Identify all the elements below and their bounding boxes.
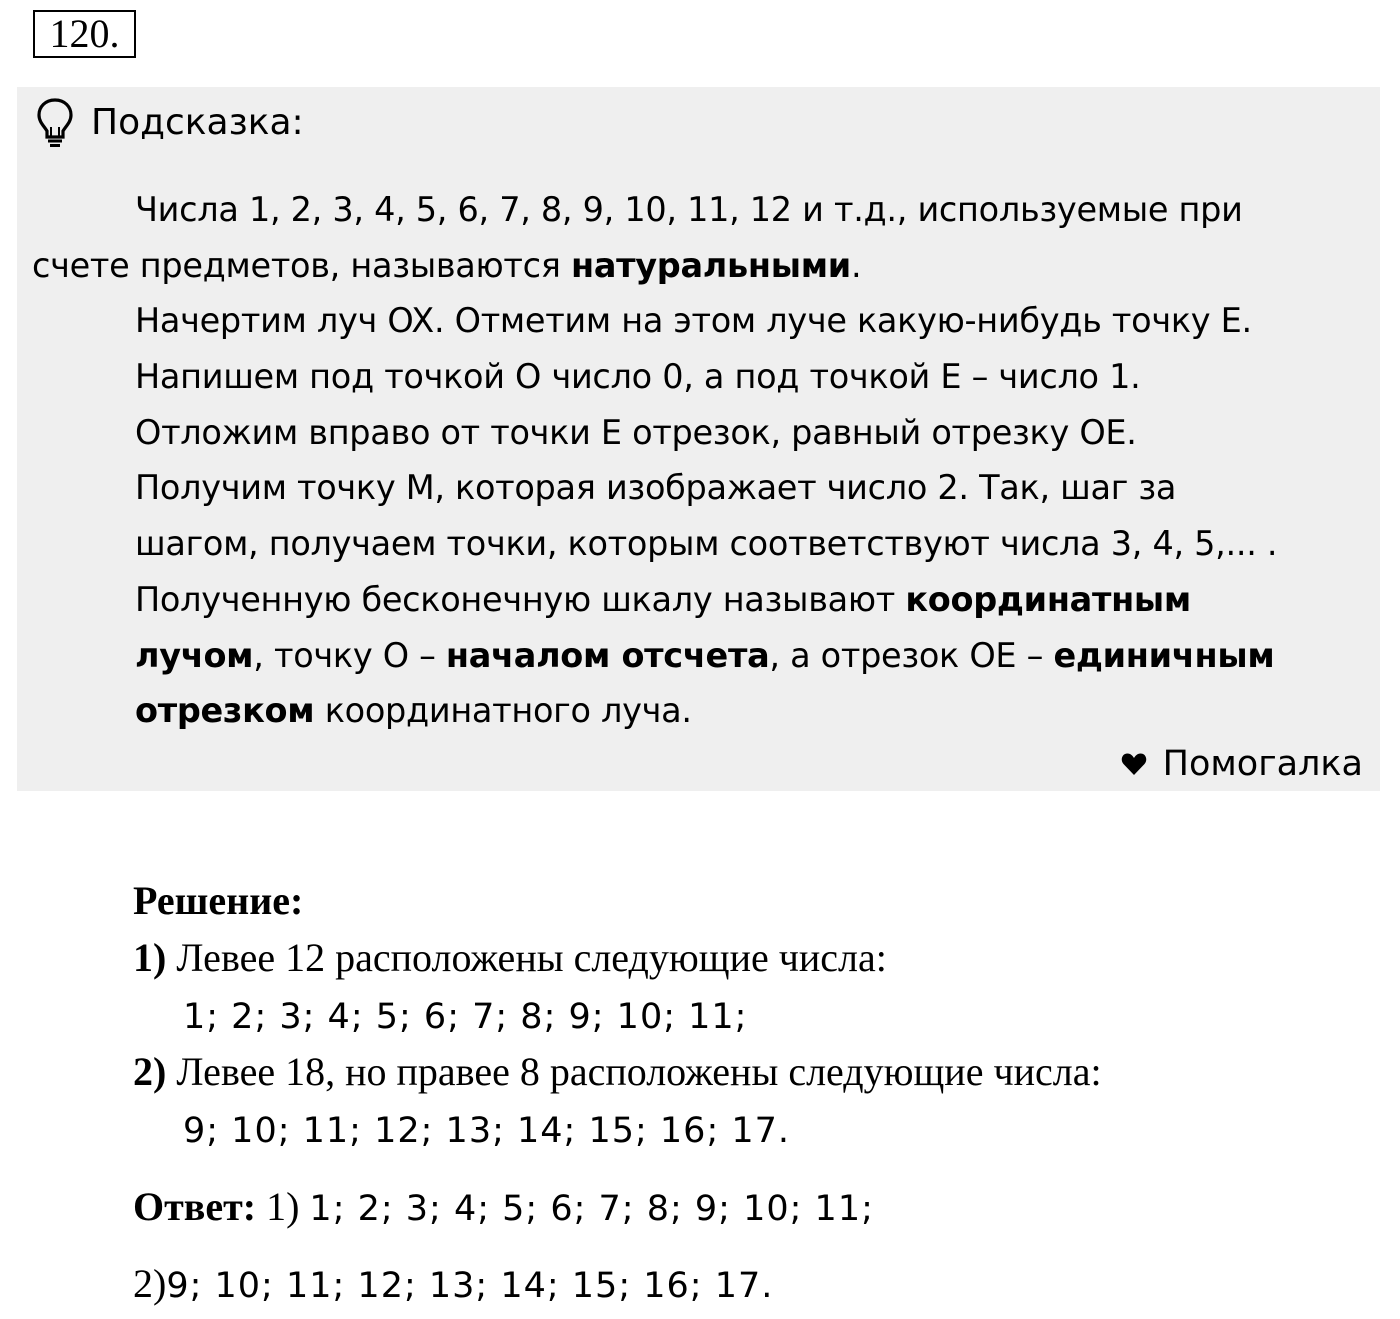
solution (133, 872, 1102, 1157)
hint-term: координатным (905, 579, 1192, 619)
item-text: Левее 18, но правее 8 расположены следующие числа: (176, 1049, 1102, 1094)
hint-text-run: счете предметов, называются (32, 245, 571, 285)
hint-text-run: Отложим вправо от точки E отрезок, равный отрезку OE. (135, 412, 1137, 452)
hint-text-run: координатного луча. (314, 691, 692, 731)
hint-title: Подсказка: (91, 102, 304, 143)
answer-prefix: 2) (133, 1261, 167, 1306)
hint-text-run: , точку O – (253, 635, 446, 675)
heart-icon (1121, 752, 1147, 776)
hint-term: лучом (135, 635, 254, 675)
hint-line (32, 572, 1362, 628)
task-number: 120. (33, 10, 136, 58)
hint-text-run: . (850, 245, 862, 285)
hint-term: отрезком (135, 691, 315, 731)
item-values: 1; 2; 3; 4; 5; 6; 7; 8; 9; 10; 11; (183, 997, 748, 1037)
hint-text (32, 182, 1362, 739)
hint-panel (17, 87, 1380, 791)
hint-term: натуральными (570, 245, 851, 285)
hint-line (32, 683, 1362, 739)
answer-values: 1; 2; 3; 4; 5; 6; 7; 8; 9; 10; 11; (309, 1189, 874, 1229)
hint-header (35, 97, 304, 149)
answer-line-1 (133, 1178, 874, 1238)
answer-prefix: 1) (266, 1184, 300, 1229)
hint-text-run: , а отрезок OE – (769, 635, 1054, 675)
item-values: 9; 10; 11; 12; 13; 14; 15; 16; 17. (183, 1111, 791, 1151)
hint-text-run: Числа 1, 2, 3, 4, 5, 6, 7, 8, 9, 10, 11, 12 и т.д., используемые при (135, 190, 1243, 229)
hint-text-run: Получим точку M, которая изображает число 2. Так, шаг за (135, 468, 1177, 508)
hint-text-run: Начертим луч OX. Отметим на этом луче какую-нибудь точку E. (135, 301, 1252, 341)
hint-text-run: Напишем под точкой O число 0, а под точкой E – число 1. (135, 357, 1141, 397)
hint-line (32, 460, 1362, 516)
hint-line (32, 238, 1362, 294)
item-number: 2) (133, 1049, 167, 1094)
answer-label: Ответ: (133, 1184, 257, 1229)
solution-heading: Решение: (133, 878, 304, 923)
hint-term: единичным (1053, 635, 1275, 675)
credit (1121, 739, 1363, 789)
item-number: 1) (133, 935, 167, 980)
credit-label: Помогалка (1162, 744, 1363, 784)
hint-text-run: шагом, получаем точки, которым соответствуют числа 3, 4, 5,... . (135, 524, 1278, 564)
item-text: Левее 12 расположены следующие числа: (176, 935, 887, 980)
hint-line (32, 349, 1362, 405)
hint-term: началом отсчета (445, 635, 770, 675)
hint-text-run: Полученную бесконечную шкалу называют (135, 579, 906, 619)
answer-values: 9; 10; 11; 12; 13; 14; 15; 16; 17. (166, 1266, 774, 1306)
hint-line (32, 628, 1362, 684)
answer-line-2 (133, 1255, 773, 1315)
hint-line (32, 293, 1362, 349)
solution-item-2 (133, 1043, 1102, 1100)
hint-line (32, 405, 1362, 461)
lightbulb-icon (35, 97, 75, 149)
solution-item-1 (133, 929, 1102, 986)
hint-line (32, 516, 1362, 572)
hint-line (32, 182, 1362, 238)
